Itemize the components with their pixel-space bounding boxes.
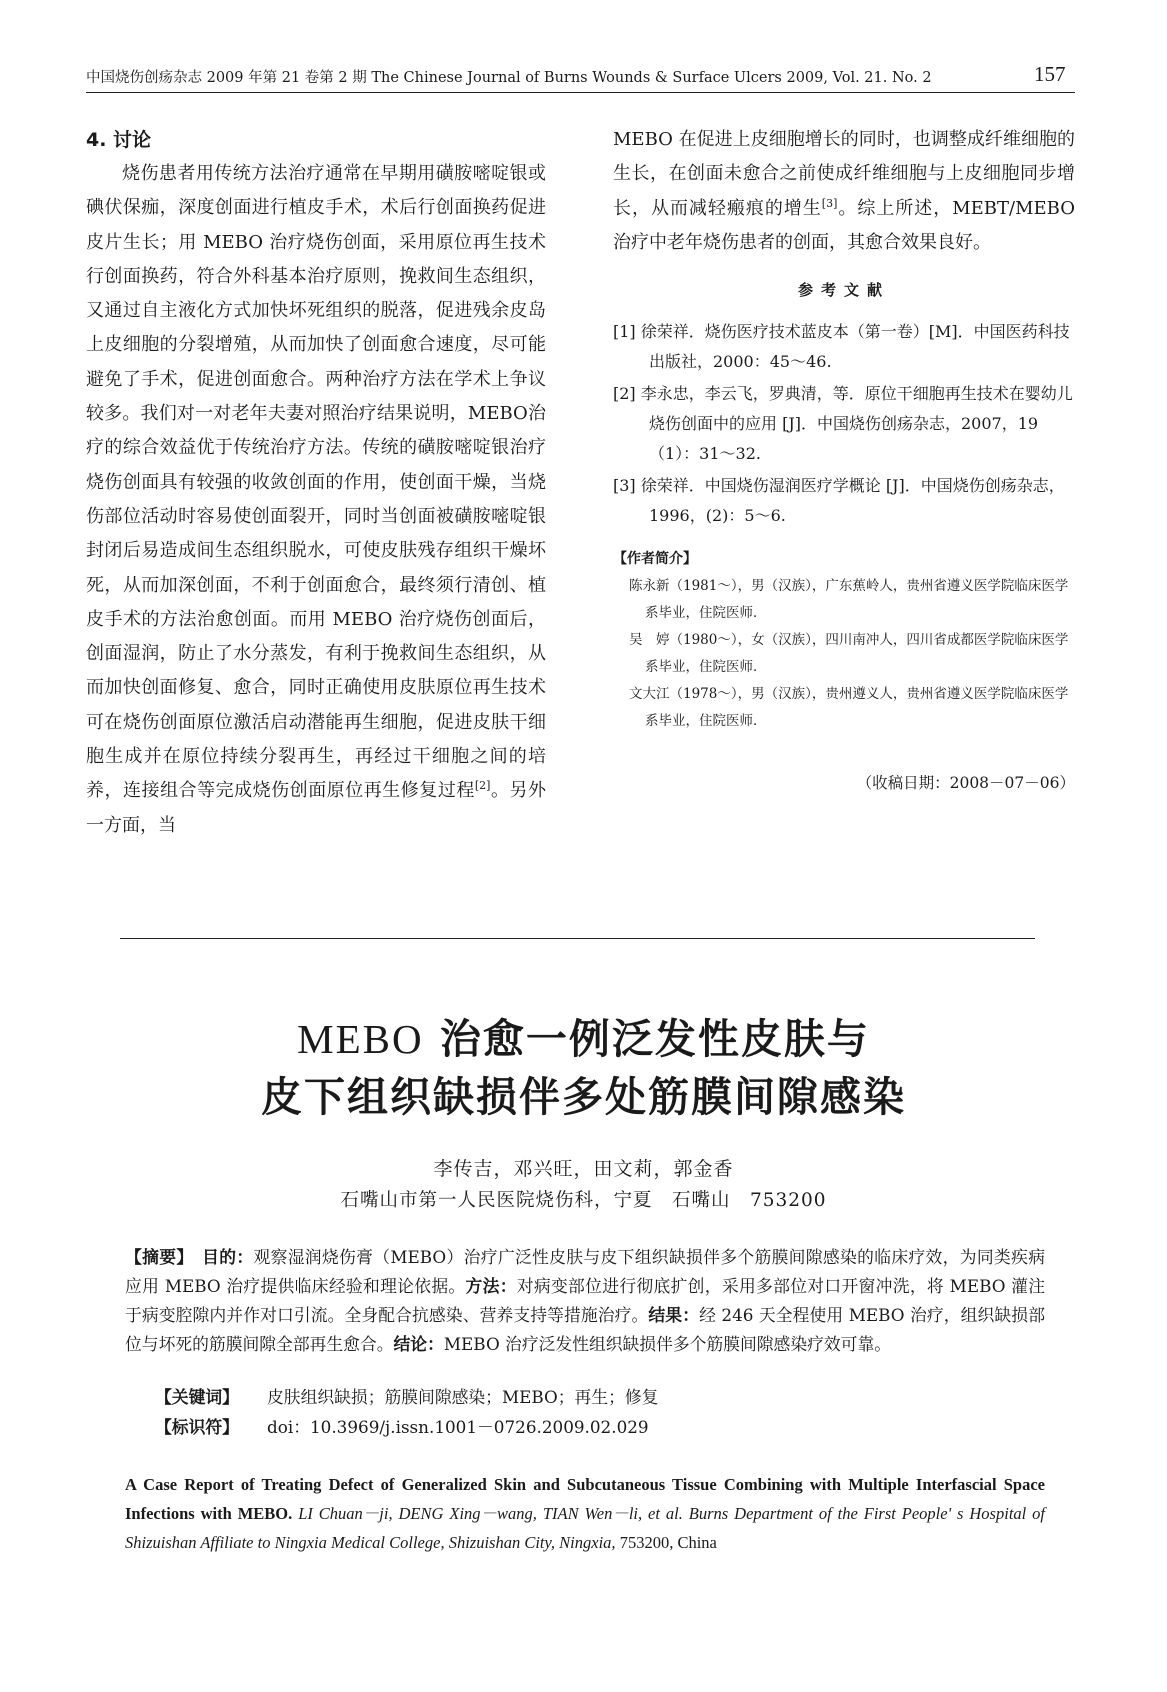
title-latin: MEBO — [297, 1016, 424, 1062]
conclusion-paragraph — [613, 123, 1075, 260]
abstract-results-label: 结果： — [648, 1305, 700, 1325]
abstract-label: 【摘要】 — [125, 1247, 186, 1267]
english-affiliation: Burns Department of the First People' s Hospital of Shizuishan Affiliate to Ningxia Medical College, Shizuishan City, Ningxia, — [125, 1504, 1045, 1552]
article-title-line1 — [60, 1010, 1107, 1068]
article-separator-rule — [120, 938, 1035, 939]
received-date: （收稿日期：2008－07－06） — [856, 774, 1075, 793]
citation-3: [3] — [821, 196, 838, 210]
references-title: 参考文献 — [797, 281, 890, 300]
citation-2: [2] — [474, 779, 491, 793]
keywords-label: 【关键词】 — [155, 1387, 239, 1407]
author-intro-title: 【作者简介】 — [613, 551, 697, 568]
discussion-text: 烧伤患者用传统方法治疗通常在早期用磺胺嘧啶银或碘伏保痂，深度创面进行植皮手术，术后行创面换药促进皮片生长；用 MEBO 治疗烧伤创面，采用原位再生技术行创面换药，符合外科基本治疗原则，挽救间生态组织，又通过自主液化方式加快坏死组织的脱落，促进残余皮岛上皮细胞的分裂增殖，从而加快了创面愈合速度，尽可能避免了手术，促进创面愈合。两种治疗方法在学术上争议较多。我们对一对老年夫妻对照治疗结果说明，MEBO治疗的综合效益优于传统治疗方法。传统的磺胺嘧啶银治疗烧伤创面具有较强的收敛创面的作用，使创面干燥，当烧伤部位活动时容易使创面裂开，同时当创面被磺胺嘧啶银封闭后易造成间生态组织脱水，可使皮肤残存组织干燥坏死，从而加深创面，不利于创面愈合，最终须行清创、植皮手术的方法治愈创面。而用 MEBO 治疗烧伤创面后，创面湿润，防止了水分蒸发，有利于挽救间生态组织，从而加快创面修复、愈合，同时正确使用皮肤原位再生技术可在烧伤创面原位激活启动潜能再生细胞，促进皮肤干细胞生成并在原位持续分裂再生，再经过干细胞之间的培养，连接组合等完成烧伤创面原位再生修复过程 — [86, 163, 546, 802]
title-line1-rest: 治愈一例泛发性皮肤与 — [423, 1015, 870, 1063]
abstract-methods-label: 方法： — [465, 1276, 517, 1296]
article-title-line2: 皮下组织缺损伴多处筋膜间隙感染 — [261, 1073, 906, 1121]
conclusion-tail: 。综上所述，MEBT/MEBO 治疗中老年烧伤患者的创面，其愈合效果良好。 — [613, 197, 1075, 253]
english-title: A Case Report of Treating Defect of Generalized Skin and Subcutaneous Tissue Combining with Multiple Interfascial Space Infections with MEBO. — [125, 1475, 1045, 1523]
abstract-methods: 对病变部位进行彻底扩创，采用多部位对口开窗冲洗，将 MEBO 灌注于病变腔隙内并作对口引流。全身配合抗感染、营养支持等措施治疗。 — [125, 1276, 1045, 1325]
english-authors: LI Chuan－ji, DENG Xing－wang, TIAN Wen－li, et al. — [298, 1504, 683, 1523]
right-column — [613, 123, 1075, 797]
doi: doi：10.3969/j.issn.1001－0726.2009.02.029 — [267, 1417, 649, 1437]
abstract-conclusion-label: 结论： — [393, 1334, 444, 1354]
reference-item: [3] 徐荣祥．中国烧伤湿润医疗学概论 [J]．中国烧伤创疡杂志，1996，(2)：5～6. — [613, 476, 1065, 526]
page-number: 157 — [1034, 62, 1066, 86]
discussion-paragraph — [86, 157, 546, 843]
running-header: 中国烧伤创疡杂志 2009 年第 21 卷第 2 期 The Chinese Journal of Burns Wounds & Surface Ulcers 2009, Vol. 21. No. 2 — [86, 70, 932, 86]
abstract-objective: 观察湿润烧伤膏（MEBO）治疗广泛性皮肤与皮下组织缺损伴多个筋膜间隙感染的临床疗效，为同类疾病应用 MEBO 治疗提供临床经验和理论依据。 — [125, 1247, 1045, 1296]
keywords-line — [155, 1383, 1045, 1412]
english-abstract-heading — [125, 1470, 1045, 1557]
header-rule — [86, 92, 1075, 93]
reference-item: [1] 徐荣祥．烧伤医疗技术蓝皮本（第一卷）[M]．中国医药科技出版社，2000：45～46. — [613, 322, 1070, 372]
discussion-tail: 。另外一方面，当 — [86, 780, 547, 836]
left-column — [86, 123, 546, 843]
reference-item: [2] 李永忠，李云飞，罗典清，等．原位干细胞再生技术在婴幼儿烧伤创面中的应用 [J]．中国烧伤创疡杂志，2007，19（1）：31～32. — [613, 384, 1073, 464]
identifier-label: 【标识符】 — [155, 1417, 239, 1437]
conclusion-text: MEBO 在促进上皮细胞增长的同时，也调整成纤维细胞的生长，在创面未愈合之前使成纤维细胞与上皮细胞同步增长，从而减轻瘢痕的增生 — [613, 129, 1075, 219]
identifier-line — [155, 1413, 1045, 1442]
author-bio: 陈永新（1981～），男（汉族），广东蕉岭人，贵州省遵义医学院临床医学系毕业，住院医师． — [629, 578, 1069, 622]
article-authors: 李传吉，邓兴旺，田文莉，郭金香 — [433, 1158, 734, 1180]
abstract-objective-label: 目的： — [202, 1247, 254, 1267]
abstract-results: 经 246 天全程使用 MEBO 治疗，组织缺损部位与坏死的筋膜间隙全部再生愈合。 — [125, 1305, 1045, 1354]
author-bio: 吴 婷（1980～），女（汉族），四川南冲人，四川省成都医学院临床医学系毕业，住院医师． — [629, 632, 1069, 676]
section-title: 4. 讨论 — [86, 129, 152, 151]
keywords: 皮肤组织缺损；筋膜间隙感染；MEBO；再生；修复 — [267, 1387, 659, 1407]
abstract — [125, 1243, 1045, 1359]
english-location: 753200, China — [619, 1533, 717, 1552]
abstract-conclusion: MEBO 治疗泛发性组织缺损伴多个筋膜间隙感染疗效可靠。 — [443, 1334, 892, 1354]
author-bio: 文大江（1978～），男（汉族），贵州遵义人，贵州省遵义医学院临床医学系毕业，住院医师． — [629, 686, 1069, 730]
article-affiliation: 石嘴山市第一人民医院烧伤科，宁夏 石嘴山 753200 — [340, 1190, 827, 1211]
